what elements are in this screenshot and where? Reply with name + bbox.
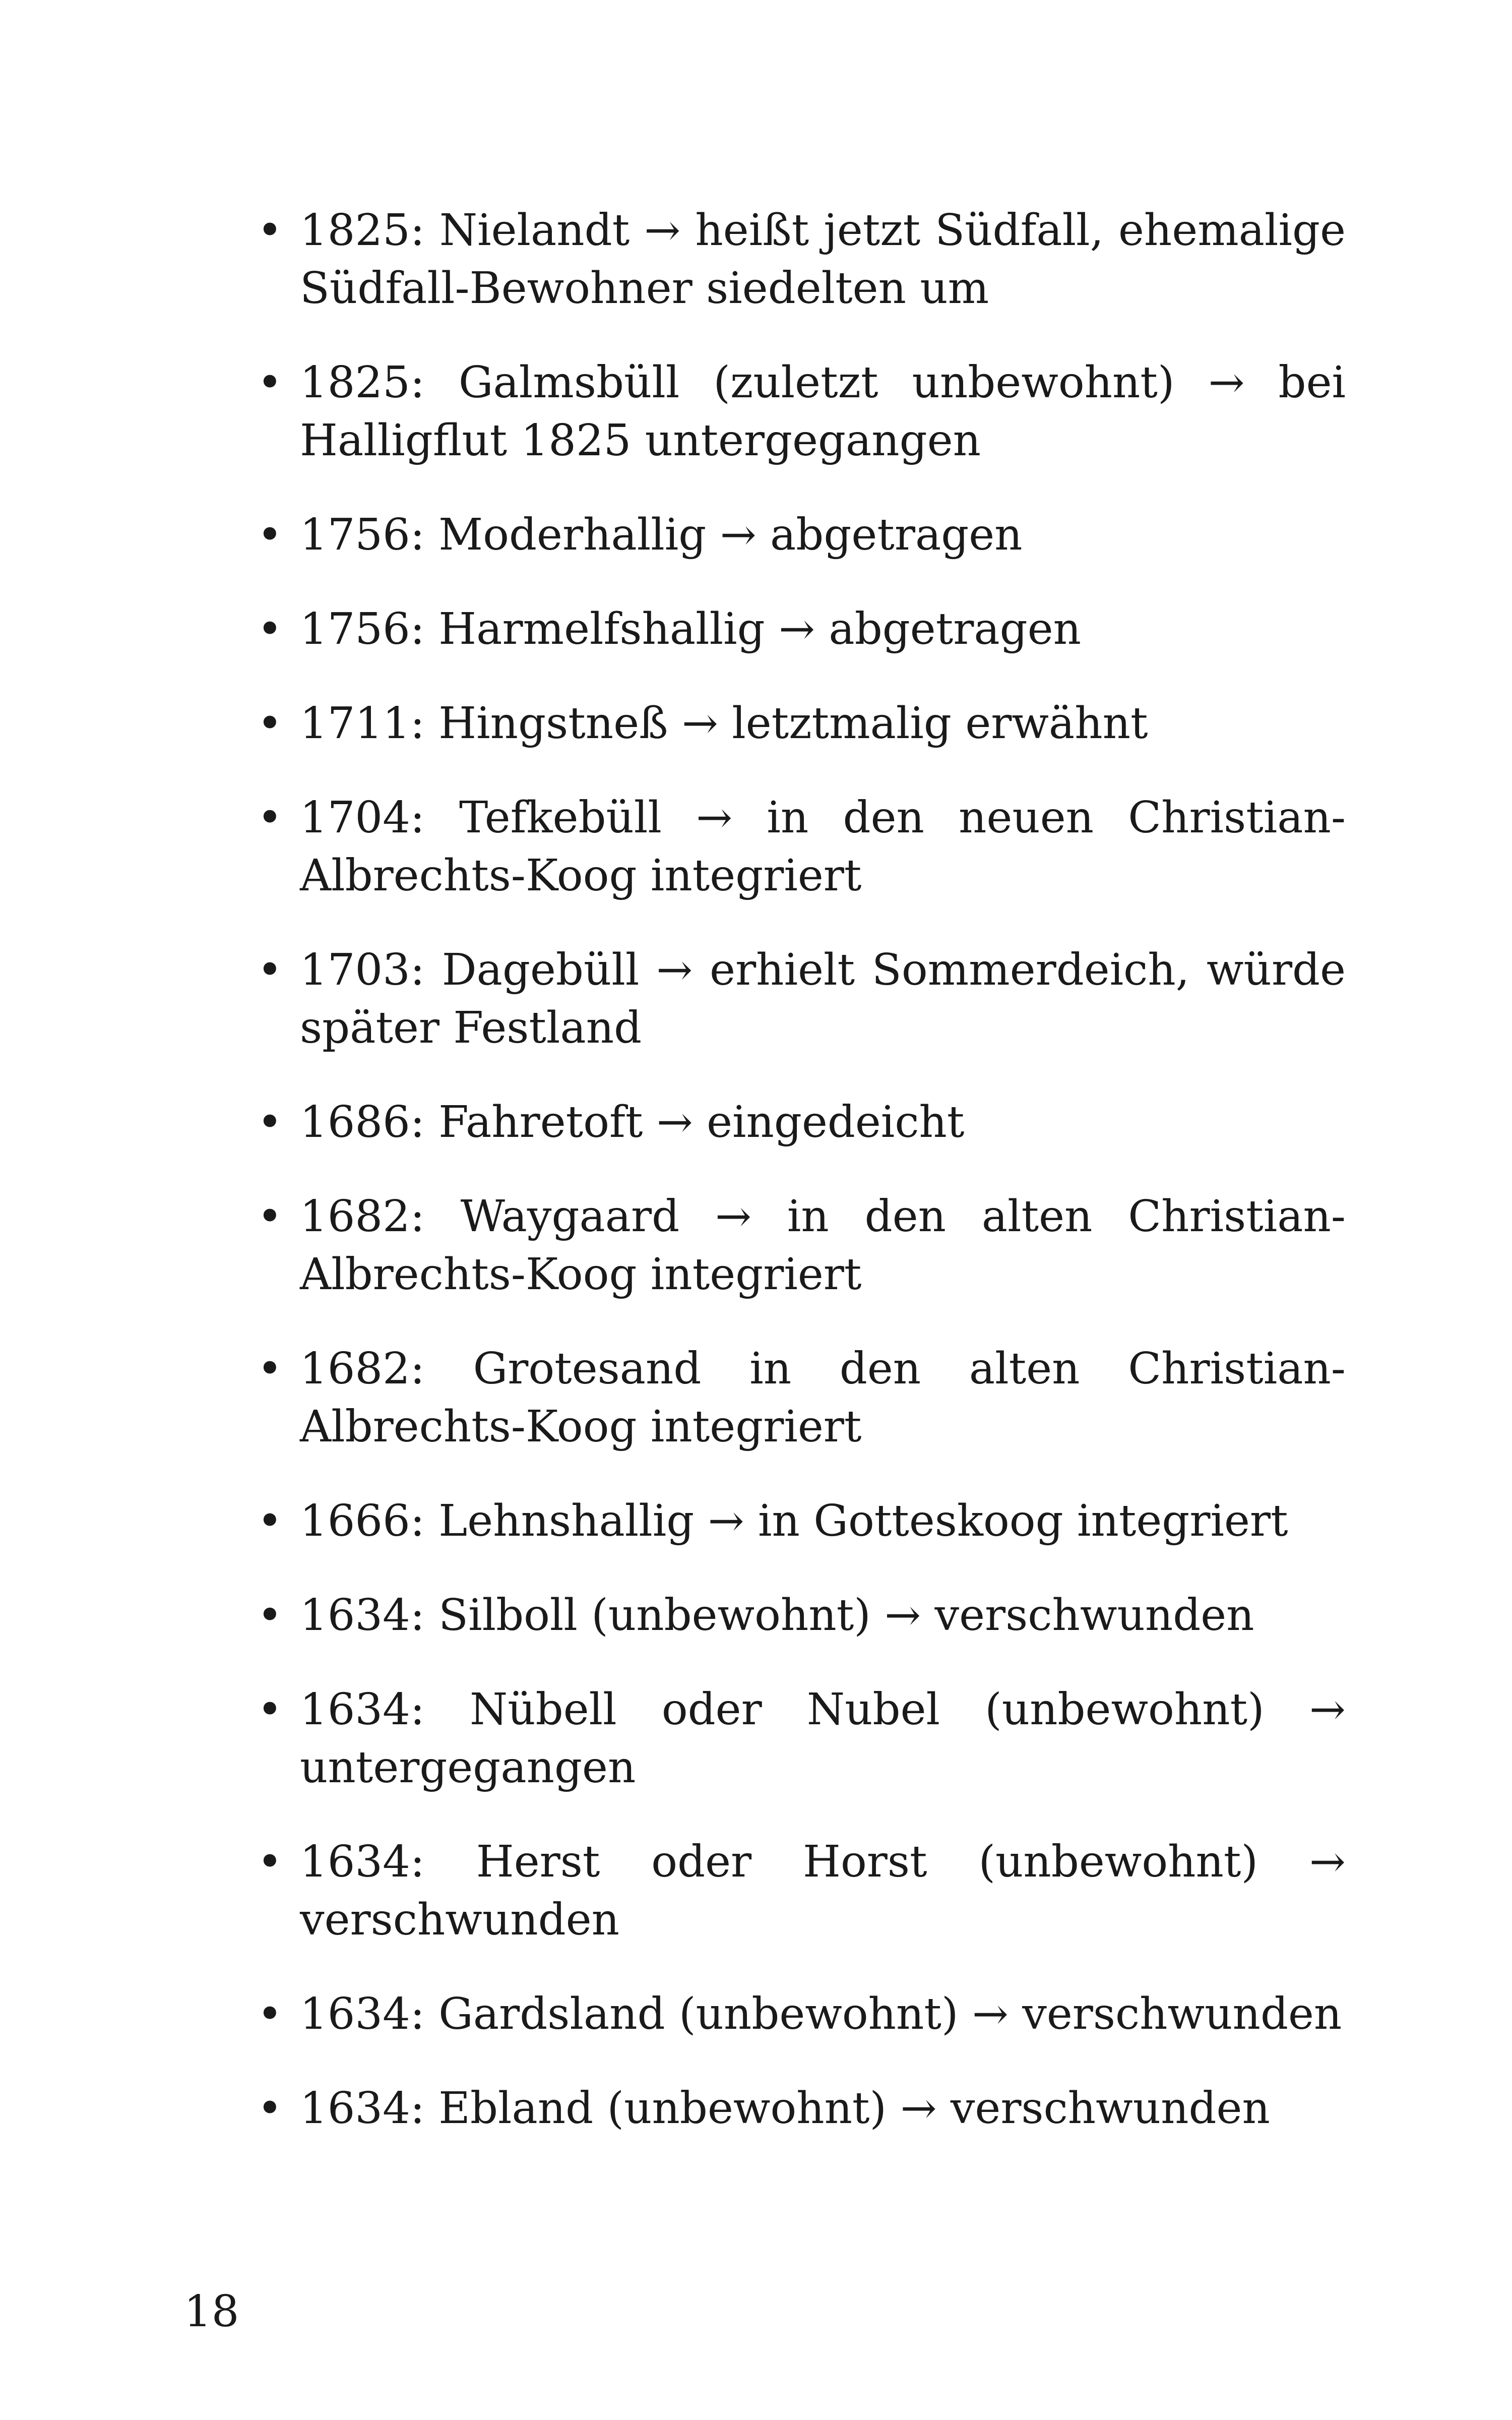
list-item-text: 1682: Grotesand in den alten Christian-Albrechts-Koog integriert [300, 1344, 1346, 1452]
list-item [252, 202, 1346, 318]
bullet-icon: • [257, 1837, 283, 1887]
bullet-icon: • [257, 1191, 283, 1242]
bullet-icon: • [257, 604, 283, 654]
list-item [252, 789, 1346, 905]
list-item [252, 941, 1346, 1057]
list-item-text: 1756: Harmelfshallig → abgetragen [300, 604, 1081, 654]
list-item-text: 1825: Nielandt → heißt jetzt Südfall, ehemalige Südfall-Bewohner siedelten um [300, 205, 1346, 314]
bullet-icon: • [257, 793, 283, 843]
list-item-text: 1634: Gardsland (unbewohnt) → verschwunden [300, 1989, 1342, 2039]
list-item [252, 1985, 1346, 2043]
list-item [252, 2080, 1346, 2138]
list-item [252, 506, 1346, 564]
bullet-icon: • [257, 1344, 283, 1394]
list-item-text: 1634: Nübell oder Nubel (unbewohnt) → untergegangen [300, 1684, 1346, 1793]
list-item-text: 1686: Fahretoft → eingedeicht [300, 1097, 965, 1147]
bullet-icon: • [257, 1590, 283, 1641]
list-item-text: 1756: Moderhallig → abgetragen [300, 510, 1023, 560]
list-item [252, 600, 1346, 658]
bullet-icon: • [257, 510, 283, 560]
list-item [252, 1094, 1346, 1152]
list-item [252, 1587, 1346, 1645]
bullet-icon: • [257, 2083, 283, 2134]
list-item-text: 1711: Hingstneß → letztmalig erwähnt [300, 698, 1148, 749]
bullet-icon: • [257, 1097, 283, 1147]
list-item [252, 1188, 1346, 1304]
bullet-icon: • [257, 945, 283, 995]
page-number: 18 [184, 2286, 239, 2337]
list-item-text: 1682: Waygaard → in den alten Christian-Albrechts-Koog integriert [300, 1191, 1346, 1300]
bullet-icon: • [257, 1989, 283, 2039]
list-item [252, 1492, 1346, 1550]
bullet-icon: • [257, 698, 283, 749]
bullet-list [252, 202, 1346, 2174]
bullet-icon: • [257, 1684, 283, 1735]
bullet-icon: • [257, 205, 283, 256]
list-item-text: 1703: Dagebüll → erhielt Sommerdeich, würde später Festland [300, 945, 1346, 1053]
list-item [252, 1340, 1346, 1456]
list-item-text: 1704: Tefkebüll → in den neuen Christian-Albrechts-Koog integriert [300, 793, 1346, 901]
list-item [252, 1681, 1346, 1797]
list-item-text: 1634: Silboll (unbewohnt) → verschwunden [300, 1590, 1254, 1641]
list-item-text: 1825: Galmsbüll (zuletzt unbewohnt) → bei Halligflut 1825 untergegangen [300, 357, 1346, 466]
list-item [252, 354, 1346, 470]
list-item-text: 1666: Lehnshallig → in Gotteskoog integriert [300, 1496, 1288, 1546]
bullet-icon: • [257, 1496, 283, 1546]
list-item [252, 695, 1346, 753]
list-item-text: 1634: Herst oder Horst (unbewohnt) → verschwunden [300, 1837, 1346, 1945]
list-item [252, 1833, 1346, 1949]
list-item-text: 1634: Ebland (unbewohnt) → verschwunden [300, 2083, 1270, 2134]
bullet-icon: • [257, 357, 283, 408]
